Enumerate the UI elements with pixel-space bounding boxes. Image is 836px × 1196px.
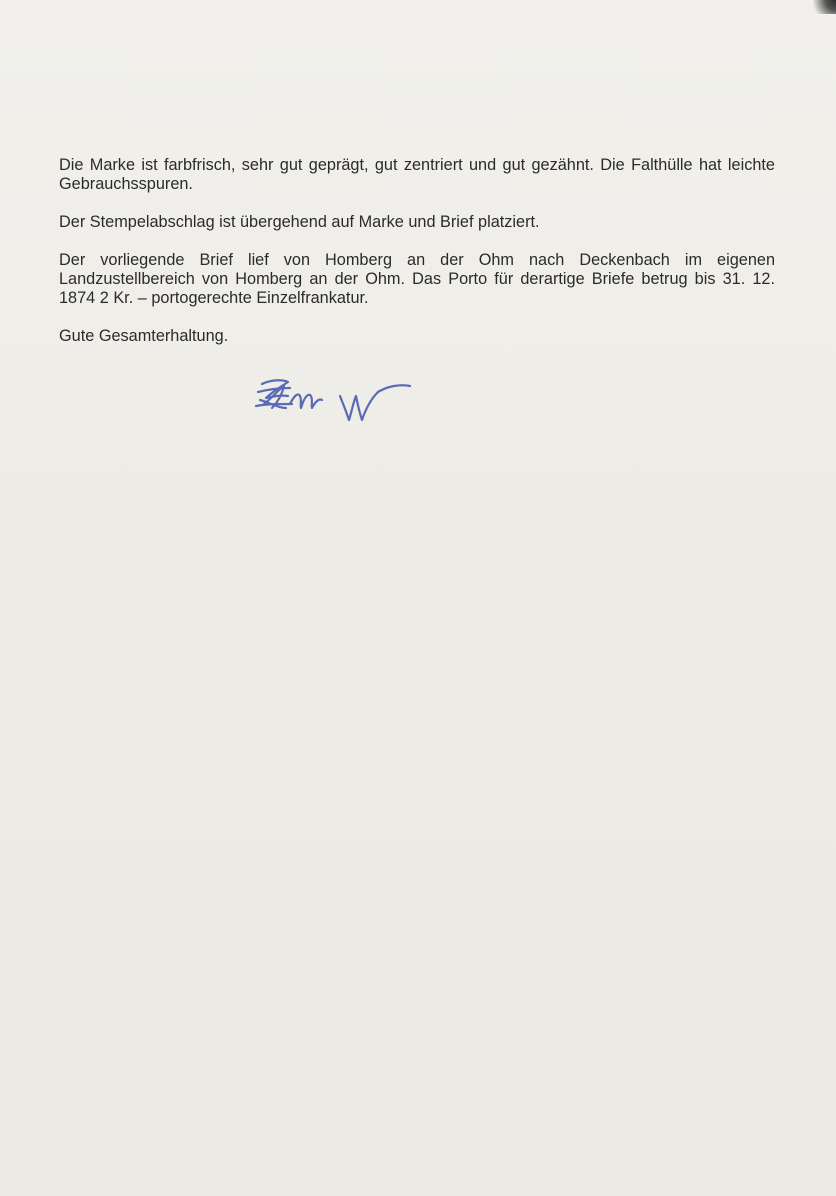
page-edge-shadow	[810, 0, 836, 14]
document-body	[59, 156, 775, 365]
handwritten-signature-icon	[248, 374, 423, 430]
paragraph-overall-condition: Gute Gesamterhaltung.	[59, 327, 229, 345]
paragraph-cancellation: Der Stempelabschlag ist übergehend auf Marke und Brief platziert.	[59, 213, 540, 231]
paragraph-condition: Die Marke ist farbfrisch, sehr gut geprägt, gut zentriert und gut gezähnt. Die Falthülle hat leichte Gebrauchsspuren.	[59, 156, 775, 193]
paragraph-postal-route: Der vorliegende Brief lief von Homberg an der Ohm nach Deckenbach im eigenen Landzustellbereich von Homberg an der Ohm. Das Porto für derartige Briefe betrug bis 31. 12. 1874 2 Kr. – portogerechte Einzelfrankatur.	[59, 251, 775, 307]
